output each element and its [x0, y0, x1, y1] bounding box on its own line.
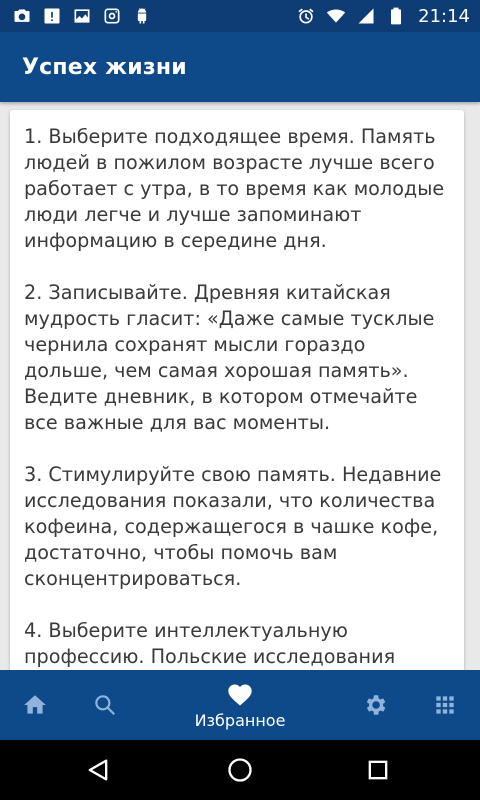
- alarm-icon: [296, 6, 316, 26]
- nav-settings-button[interactable]: [354, 670, 396, 740]
- system-home-button[interactable]: [224, 754, 256, 786]
- article-card[interactable]: [10, 110, 464, 710]
- system-status-icons: [296, 6, 470, 27]
- nav-search-button[interactable]: [84, 670, 126, 740]
- heart-icon: [226, 681, 254, 709]
- article-paragraph: 3. Стимулируйте свою память. Недавние исследования показали, что количества кофеина, содержащегося в чашке кофе, достаточно, чтобы помочь вам сконцентрироваться.: [24, 463, 442, 590]
- image-icon: [72, 6, 92, 26]
- nav-home-button[interactable]: [14, 670, 56, 740]
- article-paragraph: 1. Выберите подходящее время. Память людей в пожилом возрасте лучше всего работает с утра, в то время как молодые люди легче и лучше запоминают информацию в середине дня.: [24, 125, 445, 252]
- recents-icon: [364, 756, 392, 784]
- system-navigation-bar: [0, 740, 480, 800]
- system-recents-button[interactable]: [362, 754, 394, 786]
- gear-icon: [362, 692, 388, 718]
- status-bar: [0, 0, 480, 32]
- signal-icon: [356, 6, 376, 26]
- notification-icons: [12, 6, 152, 26]
- alert-icon: [42, 6, 62, 26]
- bottom-navigation: [0, 670, 480, 740]
- search-icon: [92, 692, 118, 718]
- camera-icon: [12, 6, 32, 26]
- article-paragraph: 4. Выберите интеллектуальную профессию. Польские исследования: [24, 619, 396, 668]
- system-back-button[interactable]: [82, 754, 114, 786]
- battery-icon: [386, 6, 406, 26]
- back-icon: [84, 756, 112, 784]
- app-bar: [0, 32, 480, 102]
- nav-favorites-label: Избранное: [194, 710, 286, 730]
- content-area[interactable]: [0, 102, 480, 670]
- home-icon: [22, 692, 48, 718]
- home-circle-icon: [226, 756, 254, 784]
- android-icon: [132, 6, 152, 26]
- wifi-icon: [326, 6, 346, 26]
- nav-menu-button[interactable]: [424, 670, 466, 740]
- article-paragraph: 2. Записывайте. Древняя китайская мудрость гласит: «Даже самые тусклые чернила сохранят мысли гораздо дольше, чем самая хорошая память». Ведите дневник, в котором отмечайте все важные для вас моменты.: [24, 281, 435, 434]
- nav-favorites-button[interactable]: [180, 670, 300, 740]
- status-time: 21:14: [418, 5, 470, 27]
- grid-icon: [432, 692, 458, 718]
- app-title: Успех жизни: [22, 54, 187, 80]
- instagram-icon: [102, 6, 122, 26]
